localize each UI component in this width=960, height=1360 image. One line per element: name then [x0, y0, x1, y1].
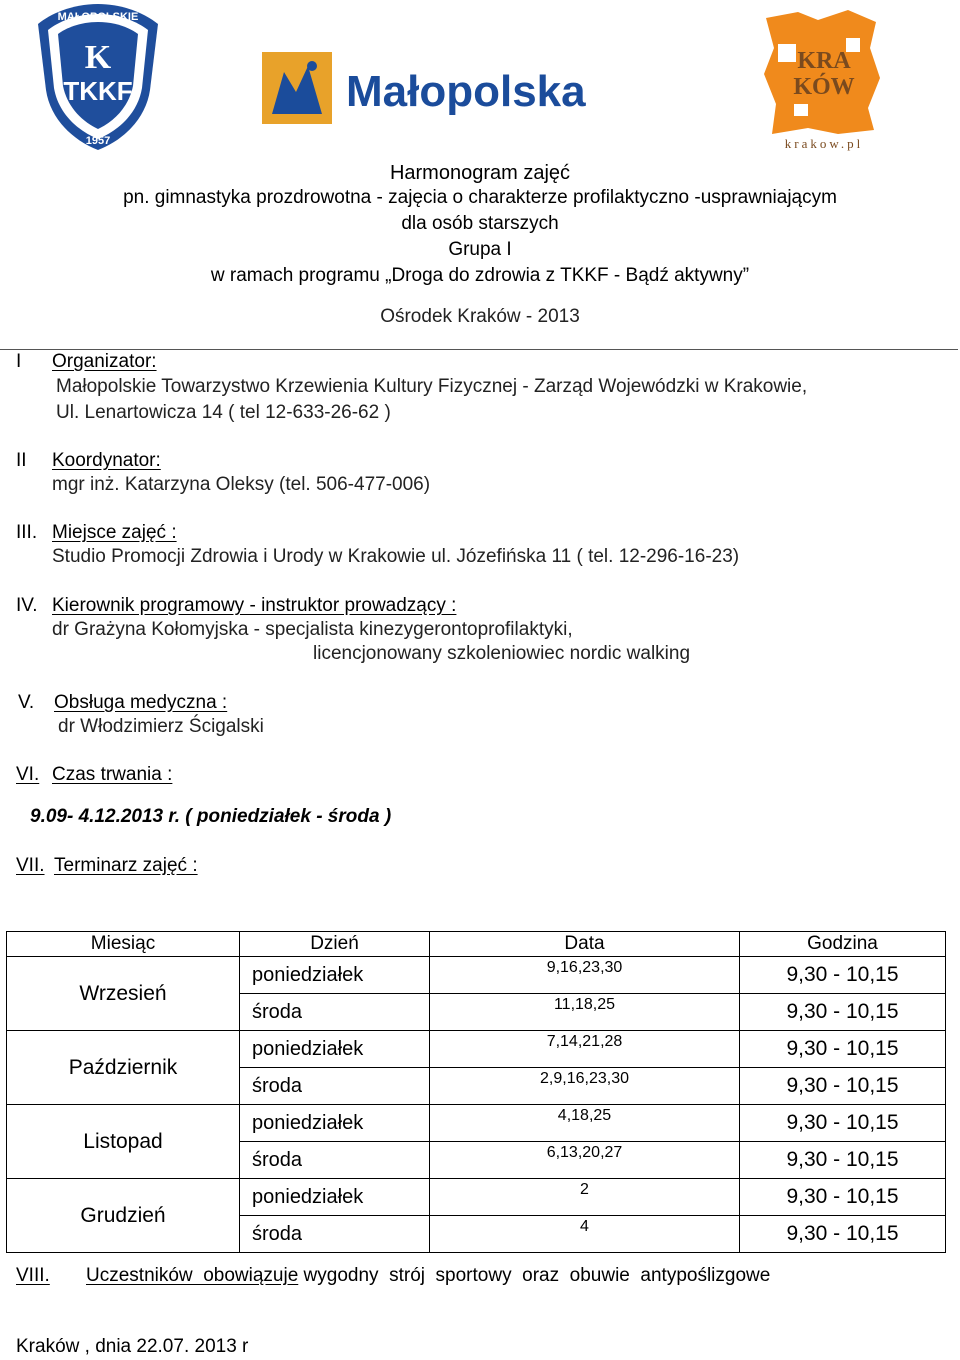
date-cell: 2: [430, 1179, 740, 1216]
day-cell: poniedziałek: [240, 1179, 430, 1216]
svg-text:K: K: [84, 39, 112, 76]
section-1-label: Organizator:: [52, 351, 157, 372]
table-row: [7, 1179, 946, 1216]
month-cell: Wrzesień: [7, 957, 240, 1031]
hour-cell: 9,30 - 10,15: [740, 1216, 946, 1253]
header-line-4: w ramach programu „Droga do zdrowia z TKKF - Bądź aktywny”: [210, 265, 750, 286]
section-3-label: Miejsce zajęć :: [52, 522, 177, 543]
date-cell: 11,18,25: [430, 994, 740, 1031]
dress-code-note: [86, 1265, 770, 1287]
section-6-number: VI.: [16, 764, 40, 785]
table-row: [7, 957, 946, 994]
venue-info: Studio Promocji Zdrowia i Urody w Krakowie ul. Józefińska 11 ( tel. 12-296-16-23): [52, 546, 740, 567]
day-cell: środa: [240, 994, 430, 1031]
header-line-1: pn. gimnastyka prozdrowotna - zajęcia o charakterze profilaktyczno -usprawniającym: [123, 187, 837, 208]
section-7-label: Terminarz zajęć :: [54, 855, 198, 876]
day-cell: poniedziałek: [240, 1105, 430, 1142]
section-8-number: VIII.: [16, 1265, 50, 1286]
page-title: Harmonogram zajęć: [389, 162, 571, 184]
date-cell: 6,13,20,27: [430, 1142, 740, 1179]
col-header-day: Dzień: [240, 932, 430, 957]
date-cell: 7,14,21,28: [430, 1031, 740, 1068]
schedule-table: [6, 931, 946, 1253]
dress-code-underlined: Uczestników obowiązuje: [86, 1265, 299, 1286]
section-1-number: I: [16, 351, 22, 372]
section-4-label: Kierownik programowy - instruktor prowadzący :: [52, 595, 457, 616]
tkkf-letters: TKKF: [63, 76, 133, 106]
malopolska-wordmark: Małopolska: [346, 67, 586, 116]
date-cell: 4: [430, 1216, 740, 1253]
malopolska-logo: [262, 52, 622, 124]
month-cell: Listopad: [7, 1105, 240, 1179]
col-header-hour: Godzina: [740, 932, 946, 957]
section-2-number: II: [16, 450, 27, 471]
tkkf-top-text: MAŁOPOLSKIE: [57, 11, 139, 23]
date-cell: 2,9,16,23,30: [430, 1068, 740, 1105]
header-line-2: dla osób starszych: [401, 213, 559, 234]
section-5-number: V.: [18, 692, 35, 713]
section-7-number: VII.: [16, 855, 45, 876]
hour-cell: 9,30 - 10,15: [740, 1179, 946, 1216]
krakow-bottom: KÓW: [793, 74, 855, 100]
hour-cell: 9,30 - 10,15: [740, 1031, 946, 1068]
hour-cell: 9,30 - 10,15: [740, 1068, 946, 1105]
organizer-name: Małopolskie Towarzystwo Krzewienia Kultury Fizycznej - Zarząd Wojewódzki w Krakowie,: [56, 376, 808, 397]
section-4-number: IV.: [16, 595, 38, 616]
tkkf-year: 1957: [85, 135, 111, 147]
col-header-date: Data: [430, 932, 740, 957]
day-cell: poniedziałek: [240, 957, 430, 994]
header-divider: [0, 349, 958, 350]
month-cell: Grudzień: [7, 1179, 240, 1253]
section-3-number: III.: [16, 522, 38, 543]
medical-staff: dr Włodzimierz Ścigalski: [58, 716, 264, 737]
hour-cell: 9,30 - 10,15: [740, 957, 946, 994]
dress-code-rest: wygodny strój sportowy oraz obuwie antypoślizgowe: [298, 1265, 771, 1286]
day-cell: środa: [240, 1068, 430, 1105]
section-5-label: Obsługa medyczna :: [54, 692, 228, 713]
date-cell: 9,16,23,30: [430, 957, 740, 994]
date-cell: 4,18,25: [430, 1105, 740, 1142]
instructor-title: licencjonowany szkoleniowiec nordic walking: [313, 643, 691, 664]
krakow-logo: [758, 8, 884, 152]
tkkf-logo: [32, 0, 164, 152]
krakow-top: KRA: [797, 48, 851, 74]
krakow-url: krakow.pl: [784, 136, 864, 151]
section-6-label: Czas trwania :: [52, 764, 173, 785]
hour-cell: 9,30 - 10,15: [740, 1142, 946, 1179]
section-2-label: Koordynator:: [52, 450, 161, 471]
col-header-month: Miesiąc: [7, 932, 240, 957]
hour-cell: 9,30 - 10,15: [740, 1105, 946, 1142]
table-header-row: [7, 932, 946, 957]
day-cell: środa: [240, 1216, 430, 1253]
header-line-5: Ośrodek Kraków - 2013: [380, 306, 580, 327]
day-cell: środa: [240, 1142, 430, 1179]
instructor-name: dr Grażyna Kołomyjska - specjalista kinezygerontoprofilaktyki,: [52, 619, 573, 640]
month-cell: Październik: [7, 1031, 240, 1105]
hour-cell: 9,30 - 10,15: [740, 994, 946, 1031]
day-cell: poniedziałek: [240, 1031, 430, 1068]
table-row: [7, 1105, 946, 1142]
coordinator-name: mgr inż. Katarzyna Oleksy (tel. 506-477-006): [52, 474, 431, 495]
organizer-address: Ul. Lenartowicza 14 ( tel 12-633-26-62 ): [56, 402, 391, 423]
table-row: [7, 1031, 946, 1068]
header-line-3: Grupa I: [448, 239, 512, 260]
document-date: Kraków , dnia 22.07. 2013 r: [16, 1336, 249, 1357]
duration-dates: 9.09- 4.12.2013 r. ( poniedziałek - środa ): [30, 806, 392, 827]
